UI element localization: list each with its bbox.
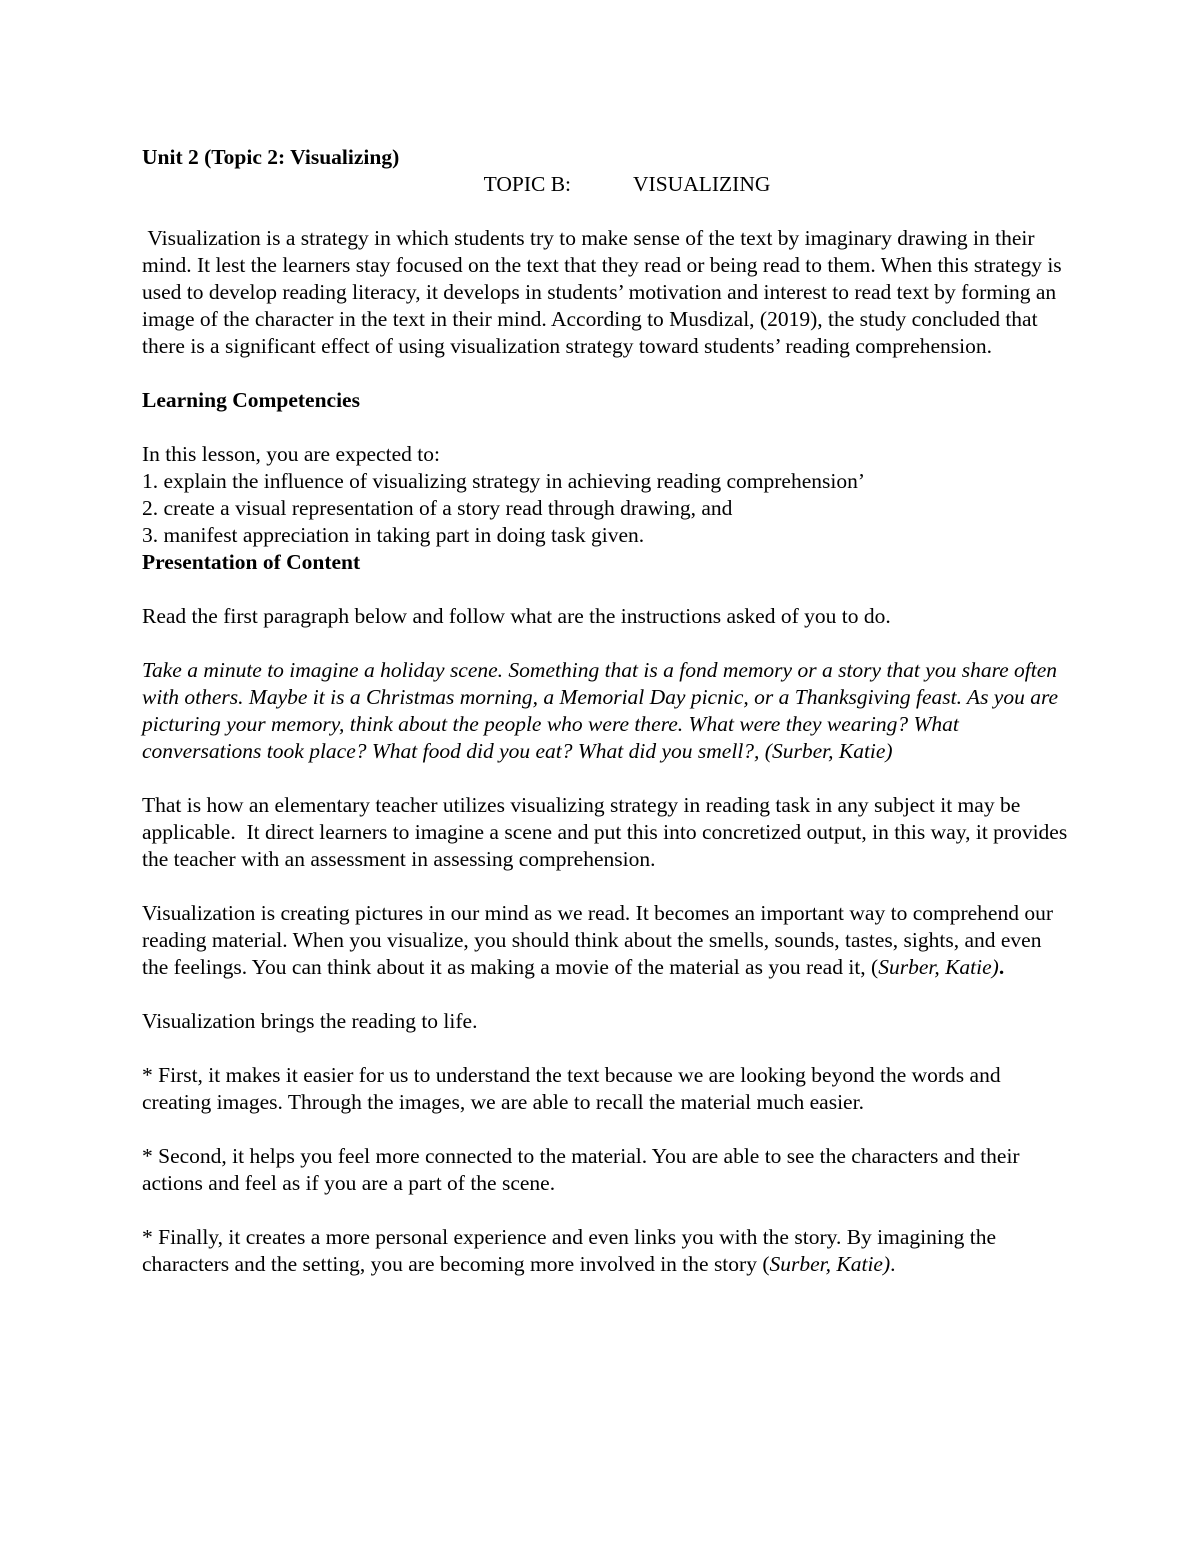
visualization-citation: Surber, Katie) [878, 955, 999, 979]
visualization-text: Visualization is creating pictures in our mind as we read. It becomes an important way to comprehend our reading material. When you visualize, you should think about the smells, sounds, tastes, sights, and even the feelings. You can think about it as making a movie of the material as you read it, ( [142, 901, 1053, 979]
first-point: * First, it makes it easier for us to understand the text because we are looking beyond the words and creating images. Through the images, we are able to recall the material much easier. [142, 1063, 1001, 1114]
final-point-citation: Surber, Katie) [769, 1252, 891, 1276]
teacher-paragraph: That is how an elementary teacher utilizes visualizing strategy in reading task in any subject it may be applicable. It direct learners to imagine a scene and put this into concretized output, in this way, it provides the teacher with an assessment in assessing comprehension. [142, 793, 1073, 871]
topic-name: VISUALIZING [633, 172, 771, 196]
competency-item-1: 1. explain the influence of visualizing strategy in achieving reading comprehension’ [142, 469, 866, 493]
life-line: Visualization brings the reading to life. [142, 1009, 478, 1033]
competencies-heading: Learning Competencies [142, 388, 360, 412]
intro-paragraph: Visualization is a strategy in which students try to make sense of the text by imaginary drawing in their mind. It lest the learners stay focused on the text that they read or being read to them. When this strategy is used to develop reading literacy, it develops in students’ motivation and interest to read text by forming an image of the character in the text in their mind. According to Musdizal, (2019), the study concluded that there is a significant effect of using visualization strategy toward students’ reading comprehension. [142, 226, 1068, 358]
instruction-paragraph: Read the first paragraph below and follow what are the instructions asked of you to do. [142, 604, 891, 628]
competency-item-3: 3. manifest appreciation in taking part in doing task given. [142, 523, 645, 547]
document-body [142, 144, 1072, 1278]
visualization-period: . [998, 955, 1005, 979]
final-point [142, 1224, 1072, 1278]
holiday-scene-passage: Take a minute to imagine a holiday scene. Something that is a fond memory or a story that you share often with others. Maybe it is a Christmas morning, a Memorial Day picnic, or a Thanksgiving feast. As you are picturing your memory, think about the people who were there. What were they wearing? What conversations took place? What food did you eat? What did you smell?, (Surber, Katie) [142, 658, 1059, 763]
competency-item-2: 2. create a visual representation of a story read through drawing, and [142, 496, 733, 520]
unit-title: Unit 2 (Topic 2: Visualizing) [142, 145, 400, 169]
second-point: * Second, it helps you feel more connected to the material. You are able to see the characters and their actions and feel as if you are a part of the scene. [142, 1144, 1020, 1195]
topic-title [142, 171, 1072, 198]
visualization-paragraph [142, 900, 1072, 981]
final-point-period: . [890, 1252, 896, 1276]
topic-label: TOPIC B: [483, 172, 572, 196]
final-point-text: * Finally, it creates a more personal experience and even links you with the story. By imagining the characters and the setting, you are becoming more involved in the story ( [142, 1225, 996, 1276]
competencies-lead: In this lesson, you are expected to: [142, 442, 440, 466]
presentation-heading: Presentation of Content [142, 550, 361, 574]
